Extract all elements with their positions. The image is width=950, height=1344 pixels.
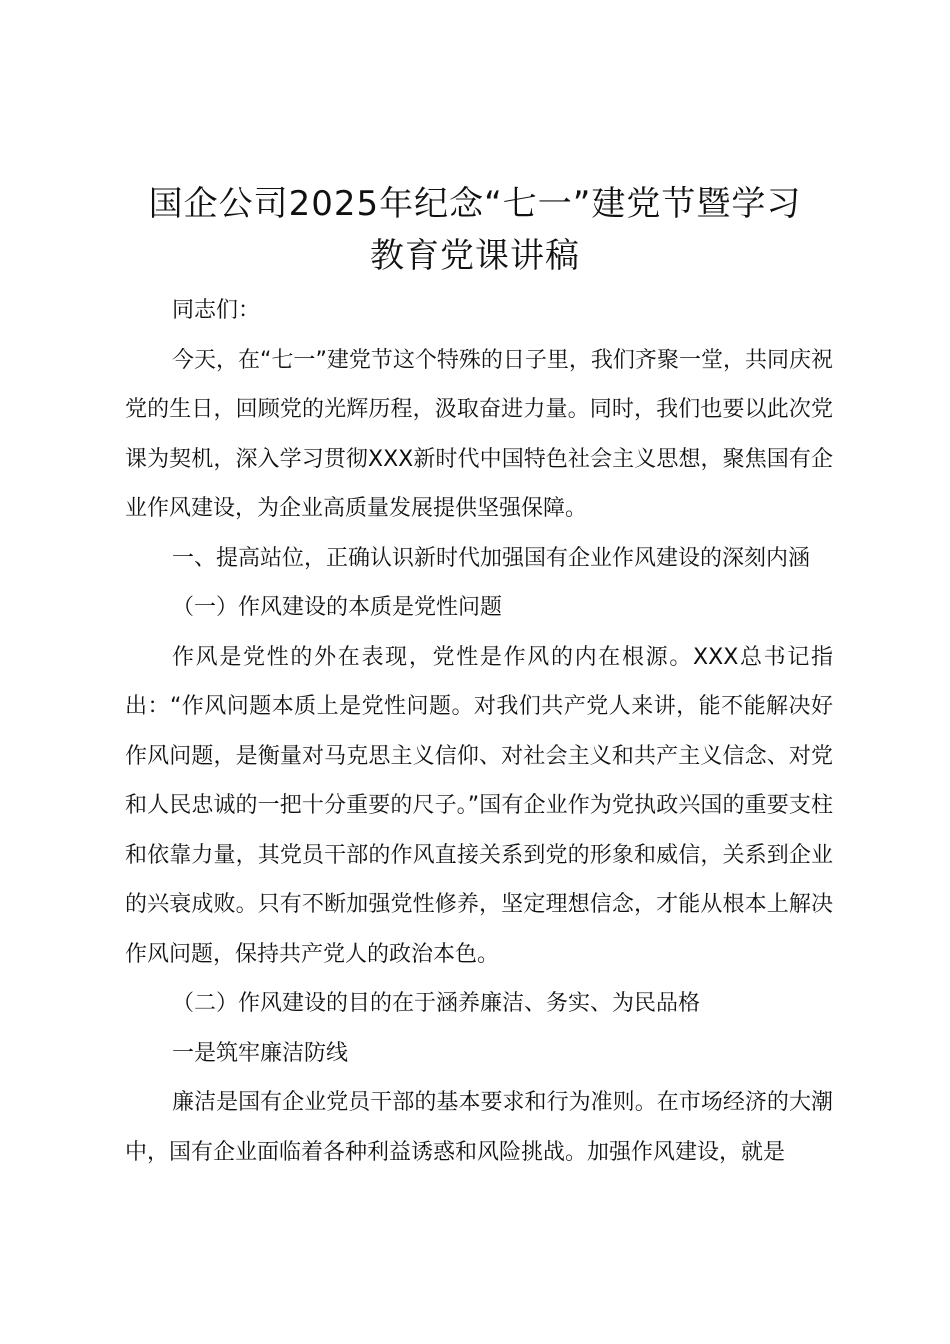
paragraph-party-spirit: 作风是党性的外在表现，党性是作风的内在根源。XXX总书记指出：“作风问题本质上是党性问题。对我们共产党人来讲，能不能解决好作风问题，是衡量对马克思主义信仰、对社会主义和共产主义信念、对党和人民忠诚的一把十分重要的尺子。”国有企业作为党执政兴国的重要支柱和依靠力量，其党员干部的作风直接关系到党的形象和威信，关系到企业的兴衰成败。只有不断加强党性修养，坚定理想信念，才能从根本上解决作风问题，保持共产党人的政治本色。 (125, 644, 833, 967)
greeting: 同志们： (172, 298, 261, 323)
document-title (120, 178, 830, 282)
subsection-heading-2: （二）作风建设的目的在于涵养廉洁、务实、为民品格 (172, 991, 701, 1016)
point-heading-1: 一是筑牢廉洁防线 (172, 1040, 349, 1066)
paragraph-intro: 今天，在“七一”建党节这个特殊的日子里，我们齐聚一堂，共同庆祝党的生日，回顾党的光辉历程，汲取奋进力量。同时，我们也要以此次党课为契机，深入学习贯彻XXX新时代中国特色社会主义思想，聚焦国有企业作风建设，为企业高质量发展提供坚强保障。 (125, 347, 833, 521)
title-line-2: 教育党课讲稿 (370, 236, 580, 276)
paragraph-integrity: 廉洁是国有企业党员干部的基本要求和行为准则。在市场经济的大潮中，国有企业面临着各种利益诱惑和风险挑战。加强作风建设，就是 (125, 1090, 833, 1165)
section-heading-1: 一、提高站位，正确认识新时代加强国有企业作风建设的深刻内涵 (172, 545, 811, 571)
document-body (125, 286, 833, 1177)
subsection-heading-1: （一）作风建设的本质是党性问题 (172, 595, 503, 620)
title-line-1: 国企公司2025年纪念“七一”建党节暨学习 (148, 184, 802, 224)
